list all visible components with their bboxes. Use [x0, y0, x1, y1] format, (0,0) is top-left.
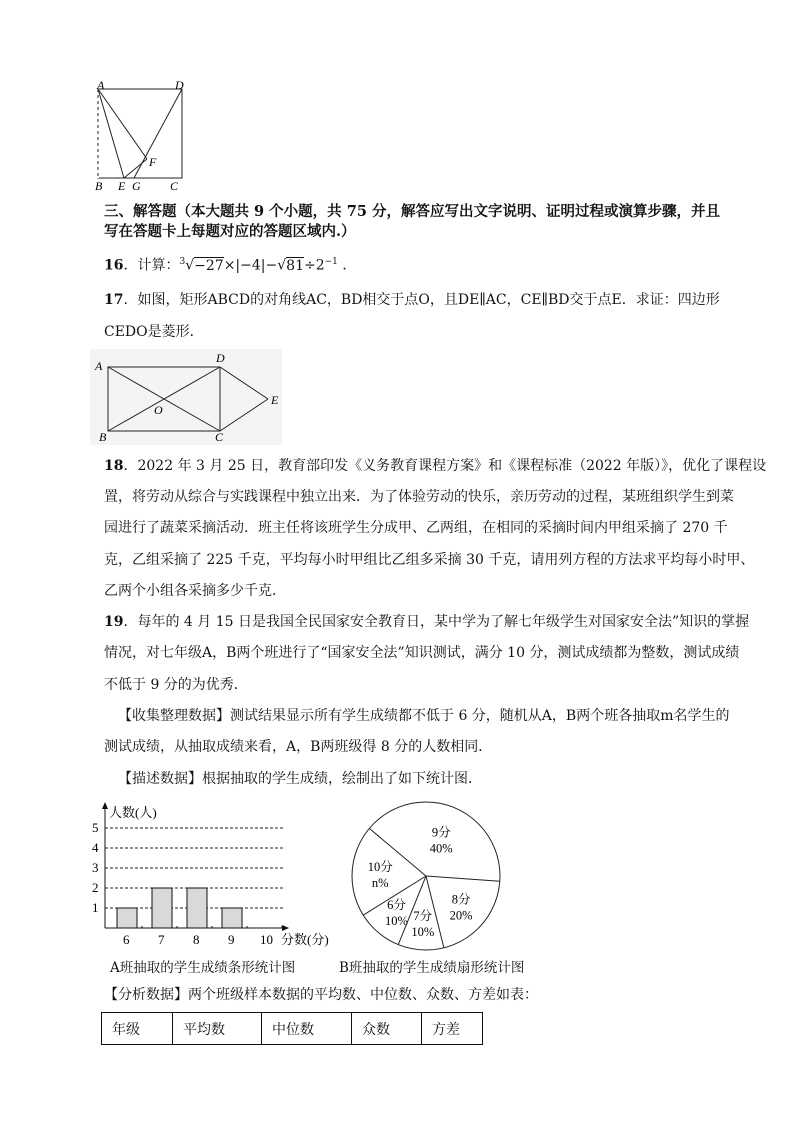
q18-line3: 园进行了蔬菜采摘活动．班主任将该班学生分成甲、乙两组，在相同的采摘时间内甲组采摘了 270 千: [104, 520, 728, 536]
q19-collect-line2: 测试成绩，从抽取成绩来看，A，B两班级得 8 分的人数相同．: [104, 739, 493, 755]
label-E: E: [118, 179, 126, 193]
q16: [104, 252, 356, 276]
pie-slice-label: 9分: [431, 825, 451, 840]
q17-text-1: ．如图，矩形ABCD的对角线AC，BD相交于点O，且DE∥AC，CE∥BD交于点E．求证：四边形: [123, 292, 720, 308]
q16-mid: ×|−4|−: [223, 257, 278, 274]
pie-slice-label: 7分: [413, 908, 433, 923]
bar-x-tick-label: 9: [228, 932, 235, 947]
bar-x-label: 分数(分): [281, 932, 329, 947]
label-B: B: [95, 179, 103, 193]
q19-describe: 【描述数据】根据抽取的学生成绩，绘制出了如下统计图．: [118, 771, 482, 787]
q18-line1: [104, 456, 766, 476]
q17-number: 17: [104, 292, 124, 308]
pie-slice-boundary: [426, 876, 500, 881]
bar-y-tick-label: 4: [92, 840, 99, 855]
label-A: A: [97, 78, 105, 92]
table-header-cell: 年级: [102, 1013, 173, 1045]
fig17-label-O: O: [154, 403, 163, 417]
bar-x-tick-label: 7: [158, 932, 165, 947]
bar-9: [222, 908, 242, 928]
stats-table: [101, 1012, 483, 1045]
bar-chart-caption: A班抽取的学生成绩条形统计图: [110, 960, 296, 976]
pie-slice-label: 6分: [387, 898, 406, 913]
section3-heading-line1: 三、解答题（本大题共 9 个小题，共 75 分，解答应写出文字说明、证明过程或演算步骤，并且: [104, 203, 720, 220]
table-header-cell: 平均数: [173, 1013, 262, 1045]
table-header-cell: 众数: [352, 1013, 422, 1045]
q16-radical-2: √: [277, 257, 287, 274]
pie-chart-class-b: [350, 800, 502, 952]
bar-8: [187, 888, 207, 928]
q16-tail: ÷2: [303, 257, 325, 274]
fig17-label-A: A: [95, 359, 103, 373]
label-C: C: [170, 179, 179, 193]
q16-radical-1: √: [185, 257, 195, 274]
label-G: G: [132, 179, 141, 193]
pie-slice-percent: 40%: [429, 841, 453, 856]
q17-line2: CEDO是菱形．: [104, 324, 204, 340]
q16-prefix: ．计算：: [123, 257, 180, 274]
q19-line1: [104, 612, 749, 632]
q18-number: 18: [104, 458, 124, 474]
q19-analyze: 【分析数据】两个班级样本数据的平均数、中位数、众数、方差如表：: [104, 987, 538, 1003]
bar-6: [117, 908, 137, 928]
fig17-label-C: C: [215, 430, 224, 444]
table-header-cell: 中位数: [262, 1013, 352, 1045]
q18-line5: 乙两个小组各采摘多少千克．: [104, 583, 286, 599]
label-F: F: [149, 155, 157, 169]
table-header-row: [102, 1013, 483, 1045]
bar-x-tick-label: 8: [193, 932, 200, 947]
q17-line1: [104, 290, 720, 310]
label-D: D: [175, 78, 184, 92]
square-figure: [88, 78, 198, 196]
bar-chart-class-a: [85, 800, 340, 950]
bar-y-axis-arrow: [102, 802, 108, 809]
q19-text-1: ．每年的 4 月 15 日是我国全民国家安全教育日，某中学为了解七年级学生对国家安全法”知识的掌握: [123, 614, 750, 630]
pie-slice-percent: n%: [371, 875, 389, 890]
pie-slice-label: 8分: [451, 892, 471, 907]
q19-number: 19: [104, 614, 124, 630]
pie-slice-percent: 10%: [385, 914, 408, 929]
bar-x-tick-label: 6: [123, 932, 130, 947]
q19-line3: 不低于 9 分的为优秀．: [104, 677, 248, 693]
q16-number: 16: [104, 257, 124, 274]
pie-slice-percent: 20%: [449, 908, 473, 923]
bar-y-tick-label: 5: [92, 820, 99, 835]
q16-radicand-1: −27: [194, 257, 224, 274]
pie-slice-label: 10分: [367, 859, 393, 874]
pie-chart-caption: B班抽取的学生成绩扇形统计图: [339, 960, 525, 976]
q18-line2: 置，将劳动从综合与实践课程中独立出来．为了体验劳动的快乐，亲历劳动的过程，某班组织学生到菜: [104, 489, 734, 505]
bar-y-label: 人数(人): [109, 805, 157, 820]
q16-root-index: 3: [179, 257, 186, 267]
bar-7: [152, 888, 172, 928]
fig17-label-B: B: [99, 430, 107, 444]
bar-y-tick-label: 2: [92, 880, 99, 895]
q18-line4: 克，乙组采摘了 225 千克，平均每小时甲组比乙组多采摘 30 千克，请用列方程的方法求平均每小时甲、: [104, 552, 755, 568]
bar-y-tick-label: 1: [92, 900, 99, 915]
fig17-label-D: D: [216, 351, 225, 365]
fig17-label-E: E: [271, 393, 279, 407]
table-header-cell: 方差: [422, 1013, 483, 1045]
rectangle-rhombus-figure: [90, 349, 290, 445]
bar-x-tick-label: 10: [260, 932, 273, 947]
q19-line2: 情况，对七年级A，B两个班进行了“国家安全法”知识测试，满分 10 分，测试成绩都为整数，测试成绩: [104, 645, 740, 661]
bar-y-tick-label: 3: [92, 860, 99, 875]
q19-collect-line1: 【收集整理数据】测试结果显示所有学生成绩都不低于 6 分，随机从A，B两个班各抽取m名学生的: [118, 708, 730, 724]
section3-heading-line2: 写在答题卡上每题对应的答题区域内.）: [104, 223, 356, 240]
q18-text-1: ．2022 年 3 月 25 日，教育部印发《义务教育课程方案》和《课程标准（2022 年版）》，优化了课程设: [123, 458, 767, 474]
q16-radicand-2: 81: [286, 257, 304, 274]
q16-exponent: −1: [324, 257, 338, 267]
q16-end: ．: [337, 257, 357, 274]
pie-slice-percent: 10%: [411, 924, 435, 939]
bar-x-axis-arrow: [282, 925, 289, 931]
